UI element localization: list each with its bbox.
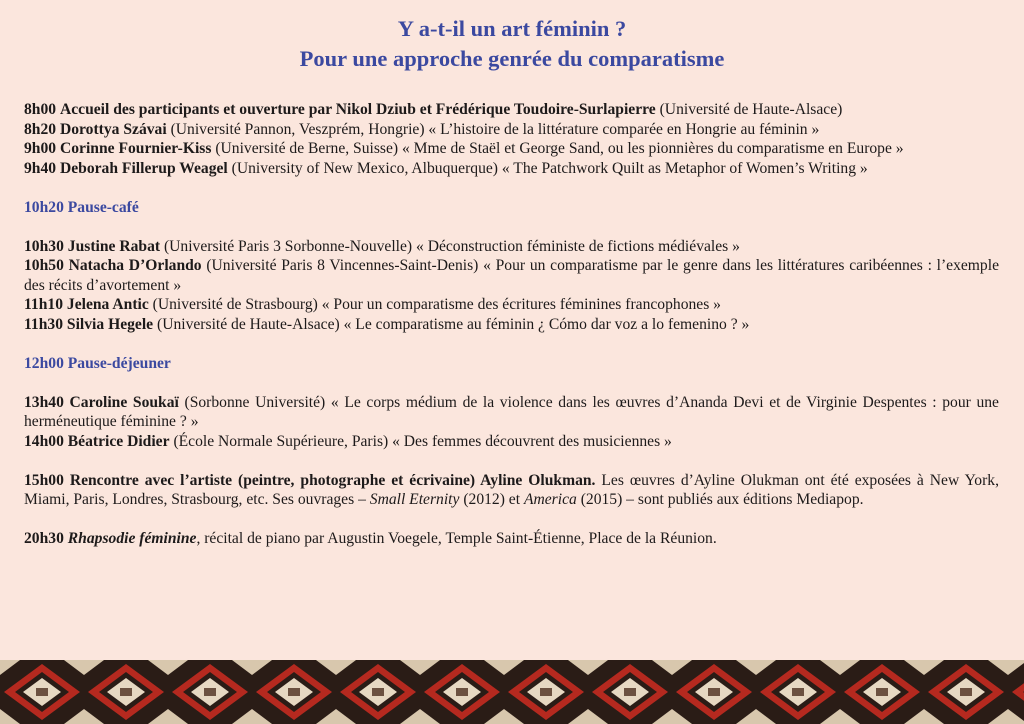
entry-speaker: Caroline Soukaï	[69, 393, 179, 411]
program-entry	[24, 295, 999, 315]
work-title: Small Eternity	[369, 491, 460, 508]
program-entry	[24, 471, 999, 510]
title-block	[0, 14, 1024, 74]
entry-speaker: Jelena Antic	[66, 296, 149, 313]
work-title: America	[523, 491, 577, 508]
entry-details: (University of New Mexico, Albuquerque) « The Patchwork Quilt as Metaphor of Women’s Writing »	[231, 159, 868, 177]
program-entry	[24, 529, 999, 549]
entry-speaker: Natacha D’Orlando	[68, 257, 202, 274]
entry-time: 20h30	[24, 530, 64, 547]
entry-speaker: Rencontre avec l’artiste (peintre, photographe et écrivaine) Ayline Olukman.	[69, 471, 596, 489]
entry-details: (2015) – sont publiés aux éditions Mediapop.	[580, 491, 864, 508]
entry-speaker: Dorottya Szávai	[59, 120, 167, 138]
entry-time: 10h50	[24, 257, 64, 274]
entry-time: 9h40	[24, 159, 57, 177]
entry-speaker: Justine Rabat	[67, 237, 161, 255]
program-entry	[24, 256, 999, 295]
entry-speaker: Corinne Fournier-Kiss	[59, 140, 212, 157]
program-entry	[24, 139, 999, 159]
program-entry	[24, 159, 999, 179]
entry-details: (École Normale Supérieure, Paris) « Des femmes découvrent des musiciennes »	[173, 432, 672, 450]
entry-details: (Université Paris 8 Vincennes-Saint-Denis) « Pour un comparatisme par le genre dans les littératures caribéennes : l’exemple des récits d’avortement »	[24, 257, 999, 294]
entry-details: (Université de Berne, Suisse) « Mme de Staël et George Sand, ou les pionnières du comparatisme en Europe »	[215, 140, 904, 157]
entry-time: 10h30	[24, 237, 64, 255]
page-title: Y a-t-il un art féminin ?	[397, 16, 627, 41]
entry-speaker: Béatrice Didier	[67, 432, 170, 450]
program-entry	[24, 315, 999, 335]
entry-details: (Sorbonne Université) « Le corps médium de la violence dans les œuvres d’Ananda Devi et de Virginie Despentes : pour une herméneutique féminine ? »	[24, 393, 999, 430]
decorative-banner	[0, 660, 1024, 724]
entry-details: (2012) et	[463, 491, 521, 508]
entry-details: Les œuvres d’Ayline Olukman ont été exposées à New York, Miami, Paris, Londres, Strasbourg, etc. Ses ouvrages –	[24, 471, 999, 508]
entry-time: 13h40	[24, 393, 64, 411]
coffee-break: 10h20 Pause-café	[24, 198, 139, 216]
entry-time: 8h00	[24, 101, 57, 118]
lunch-break: 12h00 Pause-déjeuner	[24, 354, 171, 372]
page-subtitle: Pour une approche genrée du comparatisme	[299, 46, 725, 71]
entry-details: , récital de piano par Augustin Voegele, Temple Saint-Étienne, Place de la Réunion.	[196, 530, 717, 547]
entry-time: 9h00	[24, 140, 57, 157]
program-entry	[24, 432, 999, 452]
entry-details: (Université Pannon, Veszprém, Hongrie) « L’histoire de la littérature comparée en Hongrie au féminin »	[170, 120, 820, 138]
entry-details: (Université Paris 3 Sorbonne-Nouvelle) « Déconstruction féministe de fictions médiévales »	[163, 237, 740, 255]
entry-details: (Université de Haute-Alsace) « Le comparatisme au féminin ¿ Cómo dar voz a lo femenino ? »	[157, 315, 750, 333]
entry-speaker: Deborah Fillerup Weagel	[59, 159, 228, 177]
entry-speaker: Accueil des participants et ouverture par Nikol Dziub et Frédérique Toudoire-Surlapierre	[59, 101, 656, 118]
entry-details: (Université de Haute-Alsace)	[659, 101, 843, 118]
program-entry	[24, 237, 999, 257]
program-entry	[24, 120, 999, 140]
program-entry	[24, 393, 999, 432]
entry-time: 14h00	[24, 432, 64, 450]
entry-time: 8h20	[24, 120, 57, 138]
entry-time: 11h30	[24, 315, 63, 333]
entry-details: (Université de Strasbourg) « Pour un comparatisme des écritures féminines francophones »	[152, 296, 721, 313]
entry-time: 11h10	[24, 296, 63, 313]
tapestry-pattern-image	[0, 660, 1024, 724]
program	[24, 100, 999, 549]
entry-time: 15h00	[24, 471, 64, 489]
entry-speaker: Silvia Hegele	[66, 315, 154, 333]
work-title: Rhapsodie féminine	[67, 530, 197, 547]
program-entry	[24, 100, 999, 120]
